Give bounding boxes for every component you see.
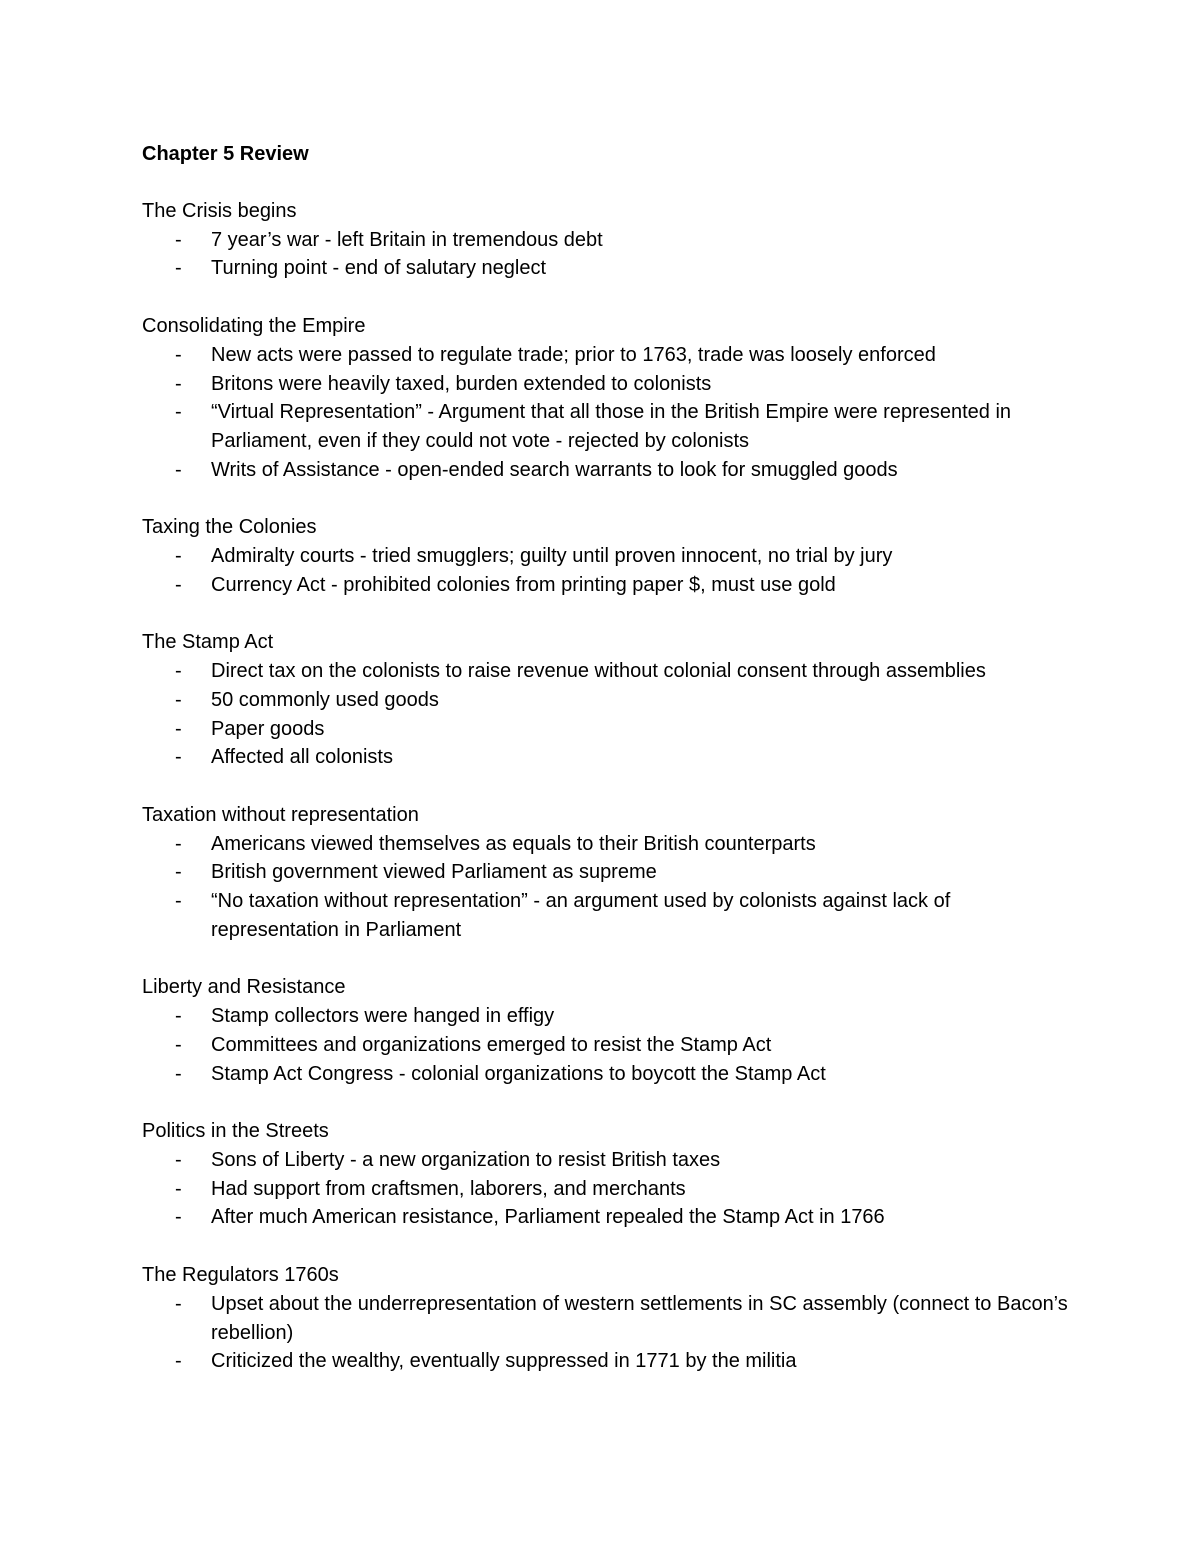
section-heading: The Crisis begins <box>142 200 297 222</box>
list-item: - Sons of Liberty - a new organization to resist British taxes <box>142 1146 1072 1175</box>
section-politics-streets <box>142 1117 1072 1232</box>
section-heading: Taxing the Colonies <box>142 516 317 539</box>
list-item: - Criticized the wealthy, eventually suppressed in 1771 by the militia <box>142 1347 1072 1376</box>
list-item: - British government viewed Parliament as supreme <box>142 858 1072 887</box>
bullet-list <box>142 1146 1072 1232</box>
section-taxation-without-representation <box>142 801 1072 945</box>
list-item: - Britons were heavily taxed, burden extended to colonists <box>142 370 1072 399</box>
section-heading: Politics in the Streets <box>142 1120 329 1143</box>
list-item: - Stamp Act Congress - colonial organizations to boycott the Stamp Act <box>142 1060 1072 1089</box>
bullet-list <box>142 341 1072 485</box>
list-item: - Had support from craftsmen, laborers, and merchants <box>142 1175 1072 1204</box>
section-taxing-colonies <box>142 513 1072 599</box>
list-item: - Stamp collectors were hanged in effigy <box>142 1002 1072 1031</box>
section-liberty-resistance <box>142 973 1072 1088</box>
section-heading: Taxation without representation <box>142 803 419 826</box>
bullet-list <box>142 1290 1072 1376</box>
bullet-list <box>142 1002 1072 1088</box>
list-item: - Americans viewed themselves as equals to their British counterparts <box>142 830 1072 859</box>
list-item: - “Virtual Representation” - Argument that all those in the British Empire were represented in Parliament, even if they could not vote - rejected by colonists <box>142 398 1072 455</box>
list-item: - Admiralty courts - tried smugglers; guilty until proven innocent, no trial by jury <box>142 542 1072 571</box>
list-item: - After much American resistance, Parliament repealed the Stamp Act in 1766 <box>142 1203 1072 1232</box>
list-item: - New acts were passed to regulate trade; prior to 1763, trade was loosely enforced <box>142 341 1072 370</box>
bullet-list <box>142 657 1072 772</box>
list-item: - Currency Act - prohibited colonies from printing paper $, must use gold <box>142 571 1072 600</box>
document-title: Chapter 5 Review <box>142 143 309 165</box>
bullet-list <box>142 226 1072 283</box>
list-item: - Direct tax on the colonists to raise revenue without colonial consent through assemblies <box>142 657 1072 686</box>
list-item: - “No taxation without representation” - an argument used by colonists against lack of representation in Parliament <box>142 887 1072 944</box>
list-item: - Turning point - end of salutary neglect <box>142 254 1072 283</box>
section-stamp-act <box>142 628 1072 772</box>
list-item: - 50 commonly used goods <box>142 686 1072 715</box>
section-heading: The Stamp Act <box>142 631 274 654</box>
list-item: - 7 year’s war - left Britain in tremendous debt <box>142 226 1072 255</box>
section-heading: Liberty and Resistance <box>142 976 346 999</box>
list-item: - Upset about the underrepresentation of western settlements in SC assembly (connect to Bacon’s rebellion) <box>142 1290 1072 1347</box>
section-heading: The Regulators 1760s <box>142 1264 339 1287</box>
document-page <box>142 140 1072 1405</box>
section-crisis-begins <box>142 197 1072 283</box>
bullet-list <box>142 830 1072 945</box>
list-item: - Affected all colonists <box>142 743 1072 772</box>
section-heading: Consolidating the Empire <box>142 315 366 338</box>
list-item: - Paper goods <box>142 715 1072 744</box>
bullet-list <box>142 542 1072 599</box>
section-regulators <box>142 1261 1072 1376</box>
list-item: - Writs of Assistance - open-ended search warrants to look for smuggled goods <box>142 456 1072 485</box>
list-item: - Committees and organizations emerged to resist the Stamp Act <box>142 1031 1072 1060</box>
section-consolidating-empire <box>142 312 1072 484</box>
